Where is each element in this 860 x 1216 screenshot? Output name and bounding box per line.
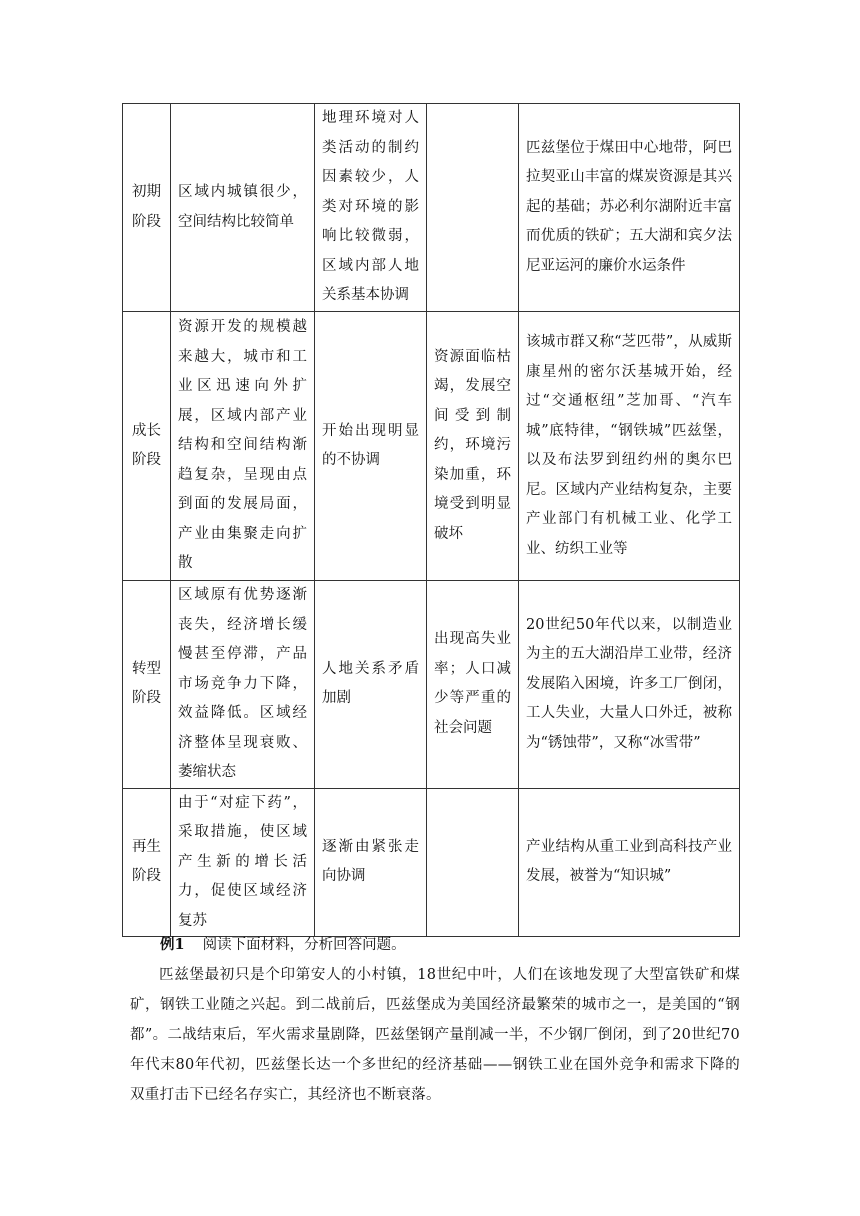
example-label: 例1 — [160, 936, 185, 953]
example-heading — [130, 930, 740, 960]
stage-cell: 初期阶段 — [123, 104, 171, 312]
feature-cell: 区域内城镇很少，空间结构比较简单 — [171, 104, 315, 312]
problem-cell: 出现高失业率；人口减少等严重的社会问题 — [427, 581, 519, 789]
case-cell: 20世纪50年代以来，以制造业为主的五大湖沿岸工业带，经济发展陷入困境，许多工厂倒闭，工人失业，大量人口外迁，被称为“锈蚀带”，又称“冰雪带” — [519, 581, 740, 789]
case-cell: 匹兹堡位于煤田中心地带，阿巴拉契亚山丰富的煤炭资源是其兴起的基础；苏必利尔湖附近丰富而优质的铁矿；五大湖和宾夕法尼亚运河的廉价水运条件 — [519, 104, 740, 312]
case-cell: 该城市群又称“芝匹带”，从威斯康星州的密尔沃基城开始，经过“交通枢纽”芝加哥、“汽车城”底特律，“钢铁城”匹兹堡，以及布法罗到纽约州的奥尔巴尼。区域内产业结构复杂，主要产业部门有机械工业、化学工业、纺织工业等 — [519, 312, 740, 581]
relation-cell: 开始出现明显的不协调 — [315, 312, 427, 581]
relation-cell: 逐渐由紧张走向协调 — [315, 788, 427, 937]
stage-cell: 成长阶段 — [123, 312, 171, 581]
example-passage: 匹兹堡最初只是个印第安人的小村镇，18世纪中叶，人们在该地发现了大型富铁矿和煤矿，钢铁工业随之兴起。到二战前后，匹兹堡成为美国经济最繁荣的城市之一，是美国的“钢都”。二战结束后，军火需求量剧降，匹兹堡钢产量削减一半，不少钢厂倒闭，到了20世纪70年代末80年代初，匹兹堡长达一个多世纪的经济基础——钢铁工业在国外竞争和需求下降的双重打击下已经名存实亡，其经济也不断衰落。 — [130, 967, 740, 1103]
stage-cell: 再生阶段 — [123, 788, 171, 937]
feature-cell: 由于“对症下药”，采取措施，使区域产生新的增长活力，促使区域经济复苏 — [171, 788, 315, 937]
problem-cell: 资源面临枯竭，发展空间受到制约，环境污染加重，环境受到明显破坏 — [427, 312, 519, 581]
table-row — [123, 788, 740, 937]
relation-cell: 地理环境对人类活动的制约因素较少，人类对环境的影响比较微弱，区域内部人地关系基本协调 — [315, 104, 427, 312]
example-section — [130, 930, 740, 1110]
relation-cell: 人地关系矛盾加剧 — [315, 581, 427, 789]
table-row — [123, 312, 740, 581]
example-prompt: 阅读下面材料，分析回答问题。 — [202, 937, 406, 953]
table-row — [123, 581, 740, 789]
feature-cell: 资源开发的规模越来越大，城市和工业区迅速向外扩展，区域内部产业结构和空间结构渐趋复杂，呈现由点到面的发展局面，产业由集聚走向扩散 — [171, 312, 315, 581]
problem-cell — [427, 788, 519, 937]
feature-cell: 区域原有优势逐渐丧失，经济增长缓慢甚至停滞，产品市场竞争力下降，效益降低。区域经济整体呈现衰败、萎缩状态 — [171, 581, 315, 789]
problem-cell — [427, 104, 519, 312]
table-row — [123, 104, 740, 312]
case-cell: 产业结构从重工业到高科技产业发展，被誉为“知识城” — [519, 788, 740, 937]
stage-cell: 转型阶段 — [123, 581, 171, 789]
development-stages-table — [122, 103, 740, 937]
